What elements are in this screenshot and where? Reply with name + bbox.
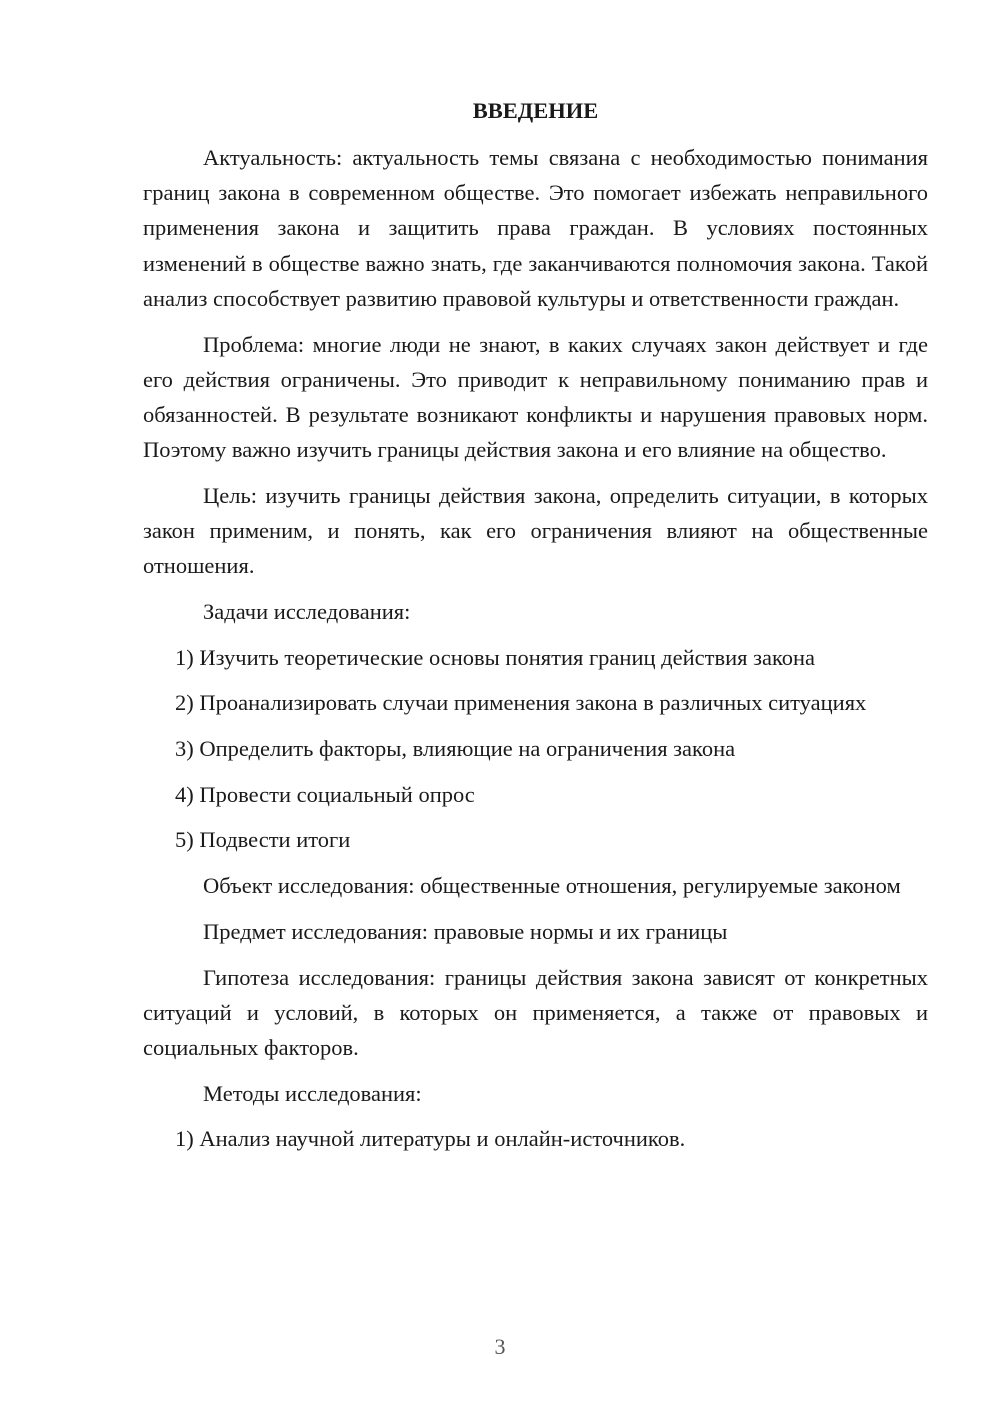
task-item-3: 3) Определить факторы, влияющие на ограничения закона bbox=[175, 736, 736, 762]
task-item-5: 5) Подвести итоги bbox=[175, 827, 351, 853]
paragraph-goal: Цель: изучить границы действия закона, определить ситуации, в которых закон применим, и понять, как его ограничения влияют на общественные отношения. bbox=[143, 482, 928, 579]
task-item-1: 1) Изучить теоретические основы понятия границ действия закона bbox=[175, 644, 816, 670]
paragraph-subject: Предмет исследования: правовые нормы и их границы bbox=[203, 918, 728, 944]
page-number: 3 bbox=[494, 1334, 506, 1359]
paragraph-tasks-title: Задачи исследования: bbox=[203, 598, 411, 624]
paragraph-object: Объект исследования: общественные отношения, регулируемые законом bbox=[203, 873, 901, 899]
task-item-2: 2) Проанализировать случаи применения закона в различных ситуациях bbox=[175, 690, 867, 716]
page-content bbox=[143, 93, 928, 1167]
task-item-4: 4) Провести социальный опрос bbox=[175, 781, 475, 807]
paragraph-hypothesis: Гипотеза исследования: границы действия закона зависят от конкретных ситуаций и условий, в которых он применяется, а также от правовых и социальных факторов. bbox=[143, 964, 928, 1060]
paragraph-problem: Проблема: многие люди не знают, в каких случаях закон действует и где его действия ограничены. Это приводит к неправильному пониманию прав и обязанностей. В результате возникают конфликты и нарушения правовых норм. Поэтому важно изучить границы действия закона и его влияние на общество. bbox=[143, 331, 928, 463]
paragraph-relevance: Актуальность: актуальность темы связана с необходимостью понимания границ закона в современном обществе. Это помогает избежать неправильного применения закона и защитить права граждан. В условиях постоянных изменений в обществе важно знать, где заканчиваются полномочия закона. Такой анализ способствует развитию правовой культуры и ответственности граждан. bbox=[143, 145, 928, 311]
section-heading: ВВЕДЕНИЕ bbox=[472, 98, 599, 123]
method-item-1: 1) Анализ научной литературы и онлайн-источников. bbox=[175, 1126, 686, 1152]
paragraph-methods-title: Методы исследования: bbox=[203, 1080, 422, 1106]
